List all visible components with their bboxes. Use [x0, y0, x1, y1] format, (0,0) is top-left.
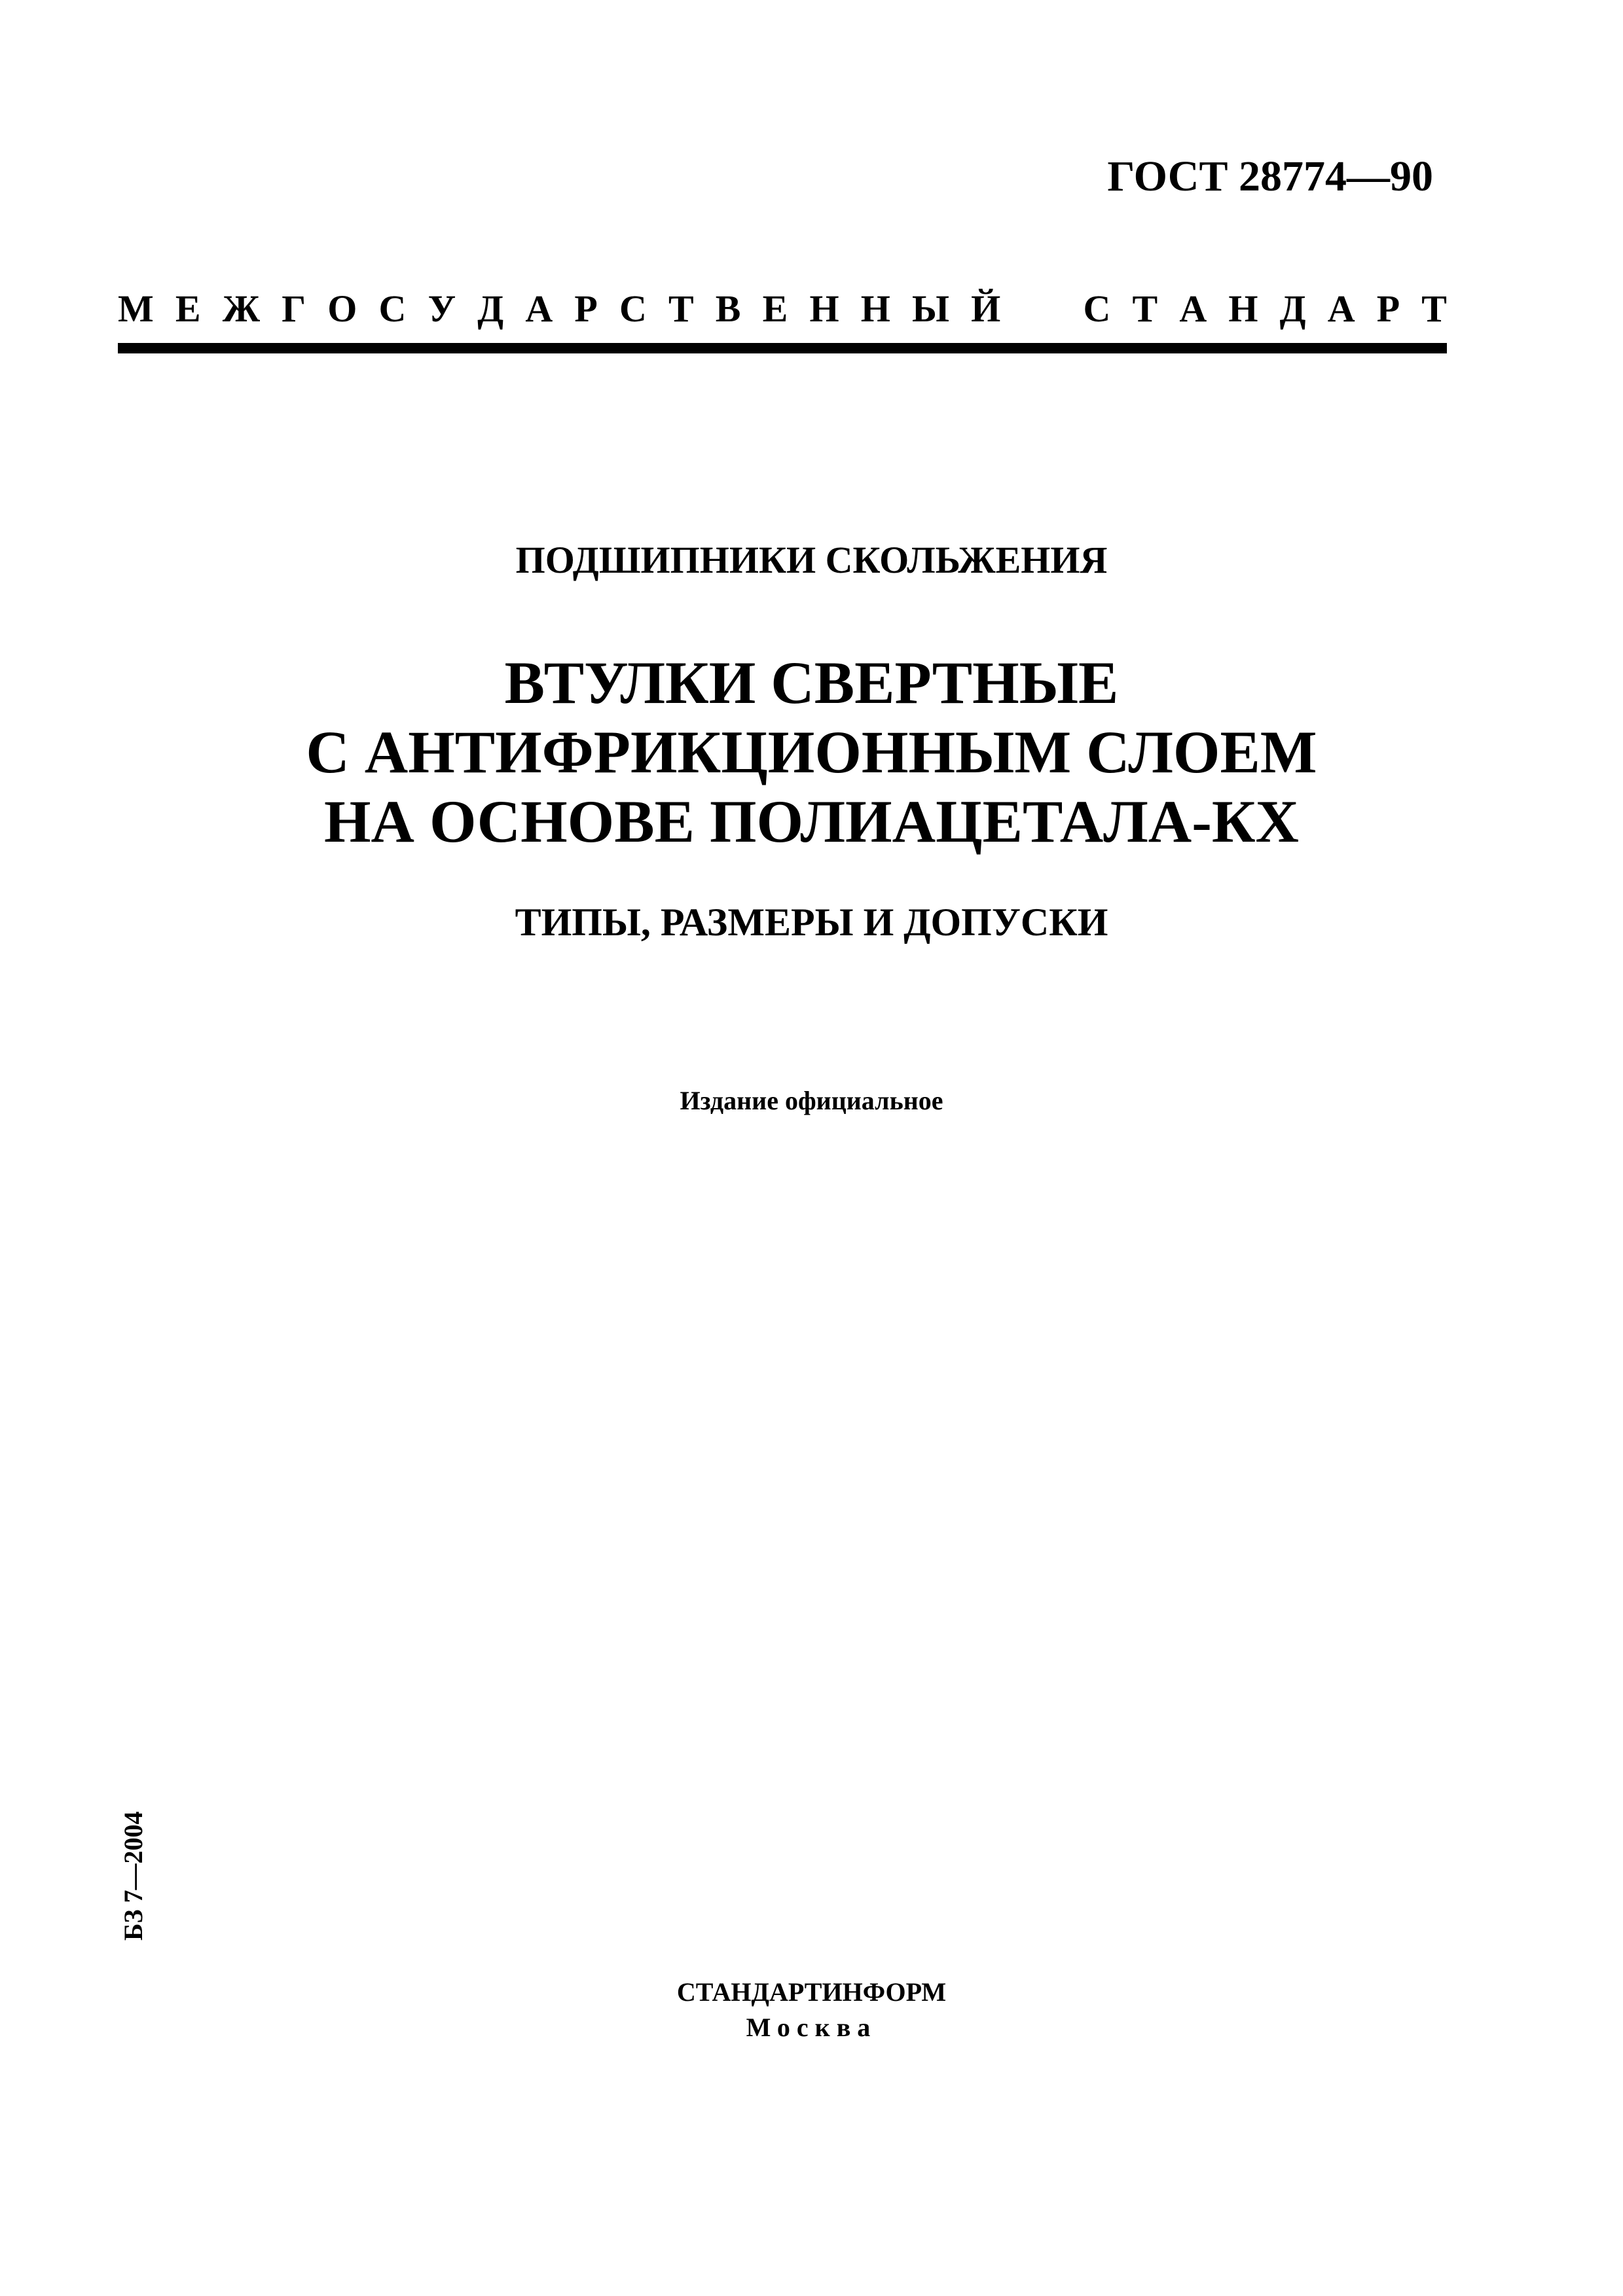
document-title — [0, 648, 1623, 856]
heading-letter: С — [619, 287, 647, 330]
document-subtitle: ТИПЫ, РАЗМЕРЫ И ДОПУСКИ — [515, 901, 1108, 944]
heading-letter: А — [1179, 287, 1207, 330]
heading-letter: Т — [1132, 287, 1158, 330]
publisher-name: СТАНДАРТИНФОРМ — [676, 1977, 947, 2007]
heading-letter: Е — [175, 287, 201, 330]
heading-letter: В — [715, 287, 741, 330]
title-line-1: ВТУЛКИ СВЕРТНЫЕ — [504, 649, 1119, 716]
heading-letter: Ы — [911, 287, 949, 330]
heading-letter: О — [327, 287, 357, 330]
side-stamp: БЗ 7—2004 — [119, 1811, 148, 1941]
heading-letter: Р — [574, 287, 598, 330]
heading-letter: Т — [1421, 287, 1447, 330]
header-rule — [118, 343, 1447, 353]
title-line-3: НА ОСНОВЕ ПОЛИАЦЕТАЛА-КХ — [324, 788, 1299, 855]
heading-letter: Н — [860, 287, 890, 330]
heading-letter: С — [378, 287, 407, 330]
heading-letter: Р — [1376, 287, 1400, 330]
heading-letter: С — [1083, 287, 1111, 330]
heading-letter: У — [428, 287, 456, 330]
standard-type-heading — [118, 287, 1447, 331]
heading-letter: Д — [1279, 287, 1306, 330]
heading-letter: Н — [809, 287, 839, 330]
heading-letter: Й — [971, 287, 1001, 330]
heading-letter: Г — [282, 287, 306, 330]
heading-letter: А — [1327, 287, 1355, 330]
title-line-2: С АНТИФРИКЦИОННЫМ СЛОЕМ — [306, 719, 1317, 785]
heading-letter: Е — [762, 287, 788, 330]
heading-letter: Н — [1228, 287, 1258, 330]
document-number: ГОСТ 28774—90 — [1107, 152, 1433, 200]
heading-letter: А — [525, 287, 553, 330]
heading-letter: Т — [668, 287, 694, 330]
heading-letter: Ж — [222, 287, 261, 330]
publisher-city: Москва — [746, 2013, 877, 2042]
heading-letter: М — [118, 287, 154, 330]
document-category: ПОДШИПНИКИ СКОЛЬЖЕНИЯ — [515, 539, 1108, 581]
heading-word-gap — [1022, 287, 1061, 331]
edition-label: Издание официальное — [680, 1086, 943, 1115]
heading-letter: Д — [477, 287, 504, 330]
